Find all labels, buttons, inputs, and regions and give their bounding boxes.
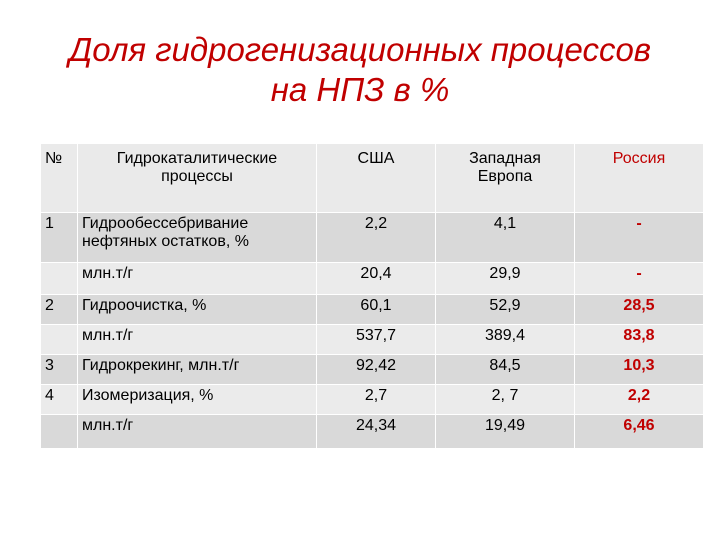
cell-usa: 92,42 bbox=[317, 355, 436, 385]
cell-process: Гидроочистка, % bbox=[78, 295, 317, 325]
cell-usa: 24,34 bbox=[317, 415, 436, 449]
cell-russia: 2,2 bbox=[575, 385, 704, 415]
process-share-table bbox=[40, 143, 704, 449]
table-row bbox=[41, 295, 704, 325]
cell-number bbox=[41, 325, 78, 355]
cell-number bbox=[41, 263, 78, 295]
cell-process: Изомеризация, % bbox=[78, 385, 317, 415]
cell-number: 2 bbox=[41, 295, 78, 325]
cell-europe: 29,9 bbox=[436, 263, 575, 295]
table-row bbox=[41, 385, 704, 415]
cell-process: млн.т/г bbox=[78, 415, 317, 449]
cell-number: 4 bbox=[41, 385, 78, 415]
cell-process: млн.т/г bbox=[78, 263, 317, 295]
cell-europe: 4,1 bbox=[436, 213, 575, 263]
cell-usa: 20,4 bbox=[317, 263, 436, 295]
table-row bbox=[41, 213, 704, 263]
header-number: № bbox=[41, 144, 78, 213]
cell-russia: 6,46 bbox=[575, 415, 704, 449]
cell-russia: 83,8 bbox=[575, 325, 704, 355]
cell-usa: 60,1 bbox=[317, 295, 436, 325]
cell-process: Гидрообессебривание нефтяных остатков, % bbox=[78, 213, 317, 263]
slide-title bbox=[0, 30, 720, 110]
cell-usa: 2,7 bbox=[317, 385, 436, 415]
cell-europe: 389,4 bbox=[436, 325, 575, 355]
title-line-1: Доля гидрогенизационных процессов bbox=[68, 31, 652, 68]
cell-process: млн.т/г bbox=[78, 325, 317, 355]
cell-number: 3 bbox=[41, 355, 78, 385]
cell-number bbox=[41, 415, 78, 449]
cell-russia: 10,3 bbox=[575, 355, 704, 385]
cell-europe: 19,49 bbox=[436, 415, 575, 449]
cell-europe: 84,5 bbox=[436, 355, 575, 385]
header-process: Гидрокаталитические процессы bbox=[78, 144, 317, 213]
table-row bbox=[41, 263, 704, 295]
table-row bbox=[41, 325, 704, 355]
header-europe: Западная Европа bbox=[436, 144, 575, 213]
cell-russia: - bbox=[575, 213, 704, 263]
cell-usa: 2,2 bbox=[317, 213, 436, 263]
cell-number: 1 bbox=[41, 213, 78, 263]
table-header-row bbox=[41, 144, 704, 213]
table-row bbox=[41, 415, 704, 449]
cell-usa: 537,7 bbox=[317, 325, 436, 355]
title-line-2: на НПЗ в % bbox=[270, 71, 450, 108]
table-row bbox=[41, 355, 704, 385]
cell-process: Гидрокрекинг, млн.т/г bbox=[78, 355, 317, 385]
header-russia: Россия bbox=[575, 144, 704, 213]
cell-russia: - bbox=[575, 263, 704, 295]
cell-russia: 28,5 bbox=[575, 295, 704, 325]
cell-europe: 52,9 bbox=[436, 295, 575, 325]
cell-europe: 2, 7 bbox=[436, 385, 575, 415]
header-usa: США bbox=[317, 144, 436, 213]
